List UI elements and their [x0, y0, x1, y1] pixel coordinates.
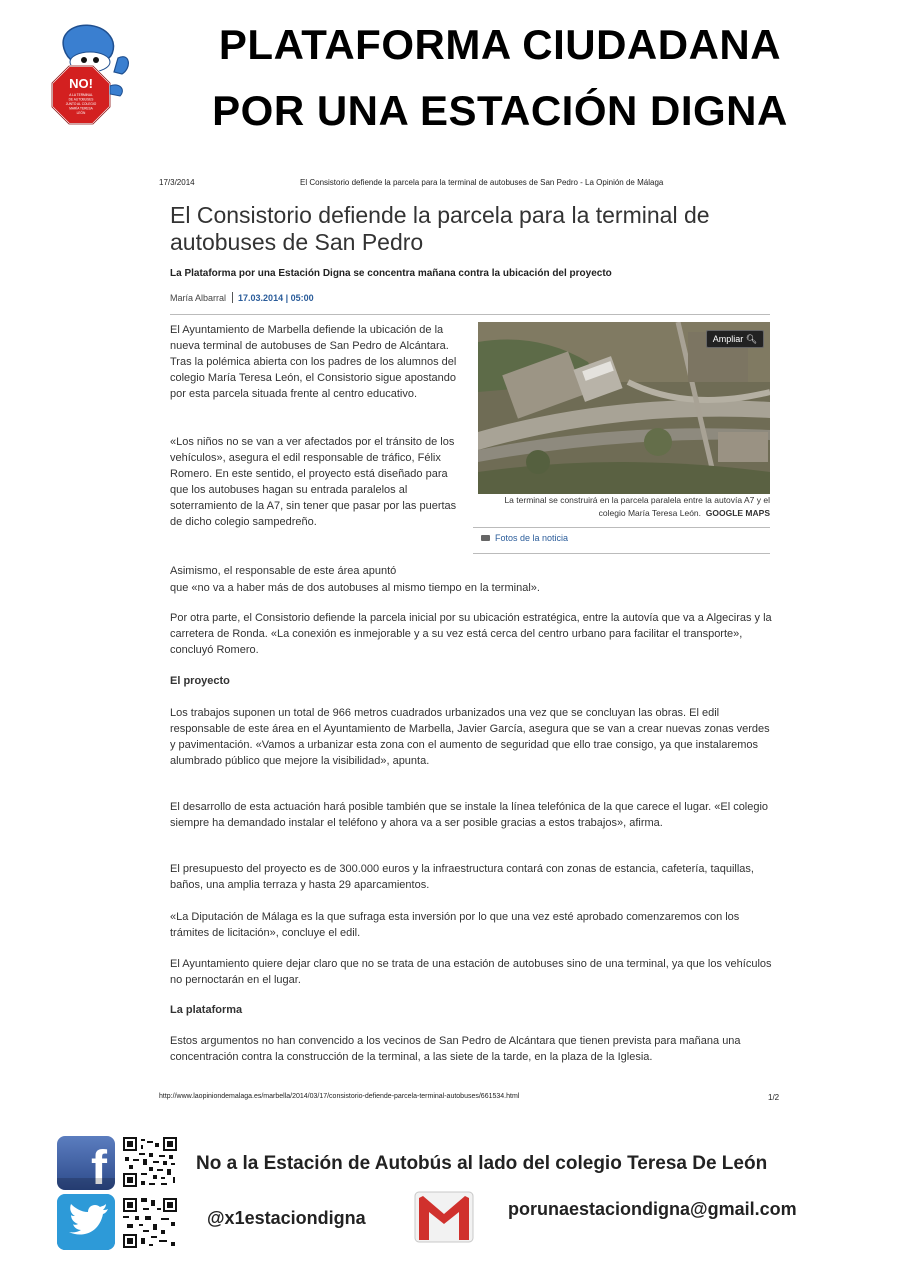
- photos-link[interactable]: [481, 533, 568, 543]
- article-datetime: 17.03.2014 | 05:00: [238, 293, 314, 303]
- print-date: 17/3/2014: [159, 178, 195, 187]
- heading-la-plataforma: La plataforma: [170, 1004, 243, 1016]
- print-page-number: 1/2: [768, 1093, 780, 1102]
- svg-text:JUNTO AL COLEGIO: JUNTO AL COLEGIO: [65, 102, 97, 106]
- paragraph-3a: Asimismo, el responsable de este área apuntó: [170, 565, 397, 577]
- photo-credit: GOOGLE MAPS: [705, 508, 770, 518]
- facebook-group-name: No a la Estación de Autobús al lado del colegio Teresa De León: [196, 1153, 768, 1174]
- paragraph-6: El desarrollo de esta actuación hará posible también que se instale la línea telefónica de la que carece el lugar. «El colegio siempre ha demandado instalar el teléfono y ahora va a ser posible gracias a estos trabajos», afirma.: [170, 801, 769, 829]
- caption-text: La terminal se construirá en la parcela paralela entre la autovía A7 y el colegio María Teresa León.: [504, 495, 770, 518]
- camera-icon: [481, 535, 490, 541]
- twitter-handle: @x1estaciondigna: [207, 1208, 366, 1228]
- magnifier-icon: 🔍︎: [745, 334, 758, 344]
- divider: [473, 553, 770, 554]
- qr-code-icon: [123, 1137, 177, 1187]
- paragraph-8: «La Diputación de Málaga es la que sufraga esta inversión por lo que una vez esté aprobado comenzaremos con los trámites de licitación», concluye el edil.: [170, 911, 740, 939]
- paragraph-5: Los trabajos suponen un total de 966 metros cuadrados urbanizados una vez que se concluyan las obras. El edil responsable de este área en el Ayuntamiento de Marbella, Javier García, asegura que se van a crear nuevas zonas verdes y pavimentación. «Vamos a urbanizar esta zona con el aumento de seguridad que ello trae consigo, ya que instalaremos alumbrado público que mejore la visibilidad», apunta.: [170, 707, 770, 767]
- svg-text:LEÓN: LEÓN: [76, 111, 86, 115]
- paragraph-3b: que «no va a haber más de dos autobuses al mismo tiempo en la terminal».: [170, 582, 540, 594]
- svg-text:DE AUTOBUSES: DE AUTOBUSES: [68, 97, 94, 102]
- twitter-icon[interactable]: [57, 1194, 115, 1250]
- paragraph-7: El presupuesto del proyecto es de 300.000 euros y la infraestructura contará con zonas de estancia, cafetería, taquillas, baños, una amplia terraza y hasta 29 aparcamientos.: [170, 863, 754, 891]
- article-headline: El Consistorio defiende la parcela para la terminal de autobuses de San Pedro: [170, 202, 710, 255]
- paragraph-9: El Ayuntamiento quiere dejar claro que no se trata de una estación de autobuses sino de una terminal, ya que los vehículos no pernoctarán en el lugar.: [170, 958, 772, 986]
- zoom-label: Ampliar: [712, 334, 744, 344]
- qr-code-icon: [123, 1198, 177, 1248]
- page-title-line1: PLATAFORMA CIUDADANA: [218, 21, 782, 68]
- print-page-title: El Consistorio defiende la parcela para la terminal de autobuses de San Pedro - La Opinión de Málaga: [300, 178, 664, 187]
- gmail-icon[interactable]: [413, 1186, 475, 1248]
- facebook-icon[interactable]: f: [57, 1136, 115, 1190]
- author-name: María Albarral: [170, 293, 227, 303]
- zoom-button[interactable]: [706, 330, 764, 348]
- svg-text:A LA TERMINAL: A LA TERMINAL: [69, 93, 93, 97]
- paragraph-2: «Los niños no se van a ver afectados por el tránsito de los vehículos», asegura el edil responsable de tráfico, Félix Romero. En este sentido, el proyecto está diseñado para que los autobuses hagan su entrada paralelos al soterramiento de la A7, sin tener que pasar por las puertas de dicho colegio sampedreño.: [170, 436, 457, 528]
- contact-email: porunaestaciondigna@gmail.com: [508, 1199, 797, 1219]
- page-title-line2: POR UNA ESTACIÓN DIGNA: [212, 87, 788, 134]
- heading-el-proyecto: El proyecto: [170, 675, 230, 687]
- paragraph-1: El Ayuntamiento de Marbella defiende la ubicación de la nueva terminal de autobuses de San Pedro de Alcántara. Tras la polémica abierta con los padres de los alumnos del colegio María Teresa León, el Consistorio sigue apostando por esta parcela situada frente al centro educativo.: [170, 324, 457, 400]
- logo-sign-text: NO!: [69, 76, 93, 91]
- article-byline: [170, 292, 314, 303]
- smurf-stop-sign-logo: [44, 22, 134, 126]
- photos-link-label: Fotos de la noticia: [495, 533, 569, 543]
- paragraph-10: Estos argumentos no han convencido a los vecinos de San Pedro de Alcántara que tienen prevista para mañana una concentración contra la construcción de la terminal, a las siete de la tarde, en la plaza de la Iglesia.: [170, 1035, 741, 1063]
- article-subhead: La Plataforma por una Estación Digna se concentra mañana contra la ubicación del proyecto: [170, 268, 612, 279]
- print-url: http://www.laopiniondemalaga.es/marbella/2014/03/17/consistorio-defiende-parcela-terminal-autobuses/661534.html: [159, 1093, 520, 1100]
- divider: [170, 314, 770, 315]
- photo-caption: [478, 494, 770, 520]
- svg-text:MARÍA TERESA: MARÍA TERESA: [69, 106, 93, 111]
- paragraph-4: Por otra parte, el Consistorio defiende la parcela inicial por su ubicación estratégica, entre la autovía que va a Algeciras y la carretera de Ronda. «La conexión es inmejorable y a su vez está cerca del centro urbano para facilitar el transporte», concluyó Romero.: [170, 612, 772, 656]
- divider: [473, 527, 770, 528]
